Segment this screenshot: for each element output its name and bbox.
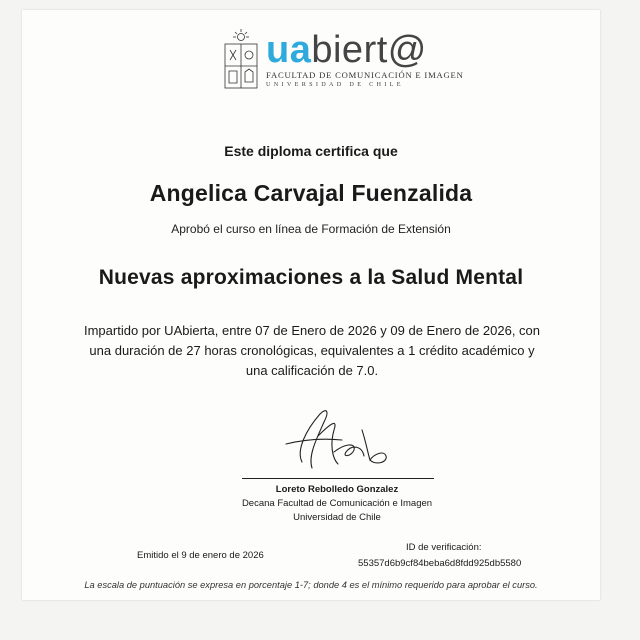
- certify-heading: Este diploma certifica que: [224, 143, 398, 159]
- brand-rest: biert@: [311, 29, 427, 71]
- recipient-name: Angelica Carvajal Fuenzalida: [149, 180, 473, 206]
- signatory-institution: Universidad de Chile: [293, 512, 381, 523]
- faculty-name: FACULTAD DE COMUNICACIÓN E IMAGEN: [266, 70, 464, 80]
- university-seal-icon: [222, 28, 260, 90]
- brand-ua: ua: [266, 29, 312, 71]
- verification-label: ID de verificación:: [406, 542, 482, 553]
- university-name: UNIVERSIDAD DE CHILE: [266, 81, 404, 88]
- brand-wordmark: [266, 30, 427, 70]
- signature-line: [242, 478, 434, 479]
- signatory-name: Loreto Rebolledo Gonzalez: [275, 484, 399, 495]
- diploma-page: [22, 10, 600, 600]
- issue-date: Emitido el 9 de enero de 2026: [137, 550, 264, 561]
- course-title: Nuevas aproximaciones a la Salud Mental: [98, 266, 524, 289]
- uabierta-logo: [222, 28, 462, 92]
- grading-note: La escala de puntuación se expresa en porcentaje 1-7; donde 4 es el mínimo requerido para aprobar el curso.: [84, 580, 538, 590]
- course-details: Impartido por UAbierta, entre 07 de Enero de 2026 y 09 de Enero de 2026, con una duración de 27 horas cronológicas, equivalentes a 1 crédito académico y una calificación de 7.0.: [83, 323, 541, 378]
- verification-code[interactable]: 55357d6b9cf84beba6d8fdd925db5580: [358, 558, 522, 569]
- signatory-title: Decana Facultad de Comunicación e Imagen: [241, 498, 433, 509]
- signature: [272, 400, 402, 478]
- approved-line: Aprobó el curso en línea de Formación de Extensión: [171, 222, 451, 236]
